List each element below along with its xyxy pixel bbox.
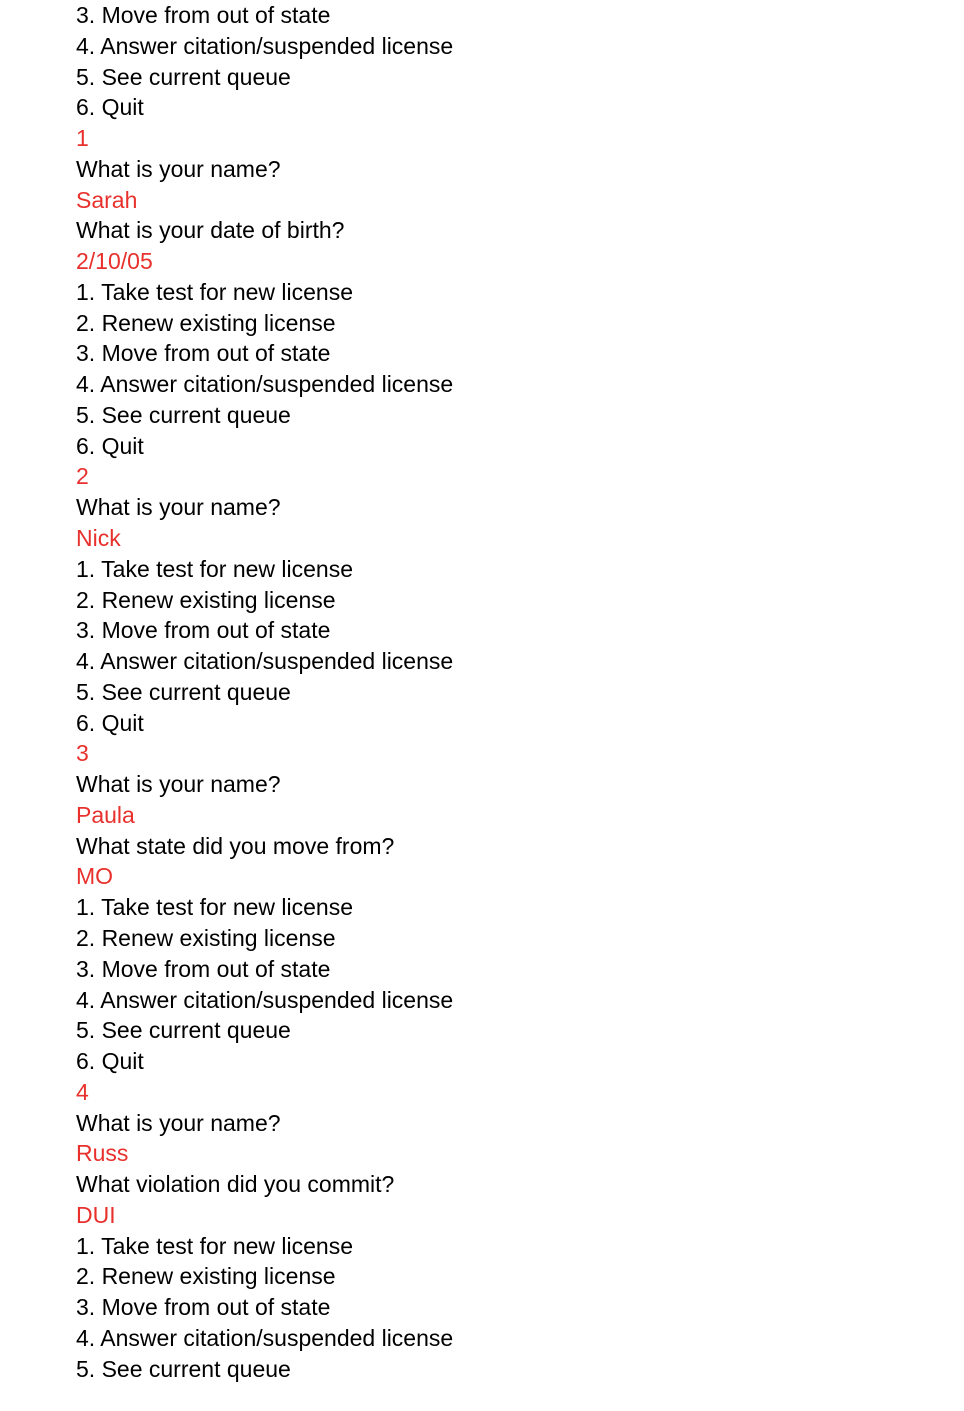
user-input-line: 4 [76,1078,89,1105]
program-output-line: 3. Move from out of state [76,955,331,982]
program-output-line: 4. Answer citation/suspended license [76,1324,454,1351]
program-output-line: 4. Answer citation/suspended license [76,648,454,675]
program-output-line: 5. See current queue [76,1017,291,1044]
program-output-line: 2. Renew existing license [76,309,336,336]
program-output-line: 3. Move from out of state [76,1294,331,1321]
user-input-line: Nick [76,525,121,552]
program-output-line: What is your name? [76,155,281,182]
program-output-line: What is your date of birth? [76,217,345,244]
user-input-line: Russ [76,1140,129,1167]
program-output-line: 4. Answer citation/suspended license [76,32,454,59]
program-output-line: 1. Take test for new license [76,1232,353,1259]
program-output-line: 1. Take test for new license [76,894,353,921]
user-input-line: 2 [76,463,89,490]
program-output-line: 6. Quit [76,94,144,121]
program-output-line: 3. Move from out of state [76,617,331,644]
user-input-line: MO [76,863,114,890]
console-transcript [76,0,453,1384]
program-output-line: 6. Quit [76,709,144,736]
user-input-line: Sarah [76,186,138,213]
program-output-line: 2. Renew existing license [76,924,336,951]
program-output-line: 4. Answer citation/suspended license [76,371,454,398]
program-output-line: What violation did you commit? [76,1171,395,1198]
program-output-line: 4. Answer citation/suspended license [76,986,454,1013]
user-input-line: DUI [76,1201,116,1228]
program-output-line: 3. Move from out of state [76,340,331,367]
program-output-line: What state did you move from? [76,832,395,859]
program-output-line: 6. Quit [76,1048,144,1075]
program-output-line: 1. Take test for new license [76,278,353,305]
program-output-line: 5. See current queue [76,678,291,705]
program-output-line: 2. Renew existing license [76,1263,336,1290]
program-output-line: What is your name? [76,771,281,798]
user-input-line: 3 [76,740,89,767]
program-output-line: 5. See current queue [76,1355,291,1382]
user-input-line: Paula [76,801,135,828]
program-output-line: 5. See current queue [76,63,291,90]
program-output-line: 3. Move from out of state [76,2,331,28]
program-output-line: 5. See current queue [76,401,291,428]
program-output-line: 2. Renew existing license [76,586,336,613]
program-output-line: What is your name? [76,494,281,521]
program-output-line: What is your name? [76,1109,281,1136]
user-input-line: 1 [76,125,89,152]
program-output-line: 6. Quit [76,432,144,459]
program-output-line: 1. Take test for new license [76,555,353,582]
user-input-line: 2/10/05 [76,248,153,275]
